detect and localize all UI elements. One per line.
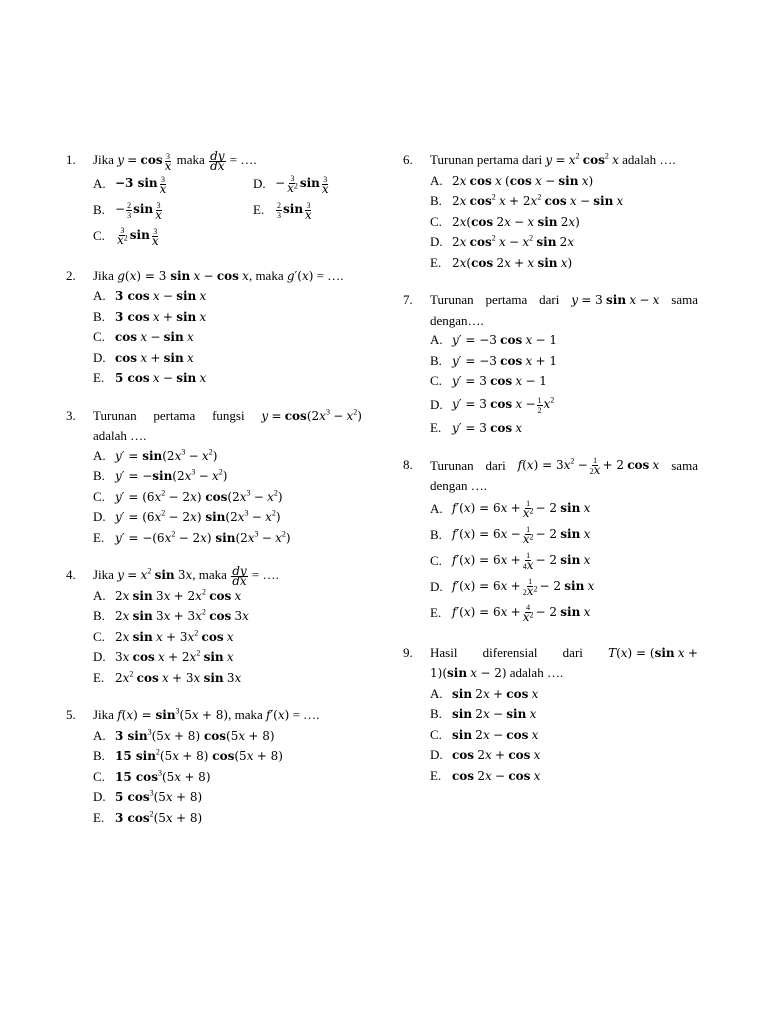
- option-d[interactable]: D. f′(x) = 6x + $\frac{1}{2x^2}$ − 2 sin x: [430, 577, 595, 599]
- option-b[interactable]: B. f′(x) = 6x − $\frac{1}{x^2}$ − 2 sin x: [430, 525, 591, 547]
- question-body: [93, 266, 362, 389]
- option-d[interactable]: D. cos x + sin x: [93, 348, 362, 369]
- stem-word: fungsi: [212, 407, 245, 423]
- question-body: [430, 290, 698, 438]
- option-e[interactable]: E. 3 $\cos^2(5x + 8)$: [93, 808, 362, 829]
- option-d[interactable]: D. − $\frac{3}{x^2}$ sin 3 x: [253, 174, 329, 196]
- question-body: [430, 643, 698, 787]
- math-expr: cos x − sin x: [115, 330, 194, 345]
- option-a[interactable]: A. sin 2x + cos x: [430, 684, 698, 705]
- stem-word: dari: [485, 457, 506, 473]
- math-expr: cos 2x + cos x: [452, 748, 541, 763]
- stem-tail: = ….: [229, 152, 257, 167]
- question-number: 6.: [403, 152, 413, 167]
- option-d[interactable]: D. 5 $\cos^3(5x + 8)$: [93, 787, 362, 808]
- stem-word: Turunan: [430, 292, 474, 307]
- question-stem: [93, 705, 362, 726]
- question-number: 5.: [66, 707, 76, 723]
- math-expr: 3 $\sin^3(5x + 8) \cos(5x + 8)$: [115, 727, 275, 743]
- math-expr: $2x^2$ cos x + 3x sin 3x: [115, 669, 242, 685]
- question-stem: [93, 150, 362, 171]
- stem-line-2: [430, 663, 698, 684]
- stem-tail: adalah ….: [509, 665, 564, 681]
- math-expr: 15 $\sin^2(5x + 8) \cos(5x + 8)$: [115, 747, 283, 764]
- question-body: [430, 150, 698, 273]
- option-e[interactable]: E. $\frac{2}{3}$ sin 3 x: [253, 200, 312, 222]
- math-expr: y = cos 3 x: [117, 151, 172, 173]
- option-e[interactable]: E. y′ = 3 cos x: [430, 418, 698, 439]
- option-c[interactable]: C. y′ = 3 cos x − 1: [430, 371, 698, 392]
- option-c[interactable]: C. 15 $\cos^3(5x + 8)$: [93, 767, 362, 788]
- option-c[interactable]: C. f′(x) = 6x + $\frac{1}{4x}$ − 2 sin x: [430, 551, 591, 573]
- math-expr: f′(x) = 6x + $\frac{1}{x^2}$ − 2 sin x: [452, 499, 591, 521]
- math-expr: y′ = −3 cos x − 1: [452, 333, 558, 347]
- math-expr: cos 2x − cos x: [452, 768, 541, 783]
- math-expr: 2x(cos 2x + x sin x): [452, 255, 573, 270]
- math-expr: 2x $\sin x + 3x^2$ cos x: [115, 628, 234, 644]
- math-expr: sin 2x + cos x: [452, 686, 539, 701]
- stem-text: , maka: [248, 267, 284, 283]
- stem-word: sama: [671, 292, 698, 307]
- question-8: [403, 455, 698, 626]
- option-c[interactable]: C. 2x $\sin x + 3x^2$ cos x: [93, 627, 362, 648]
- question-body: [93, 705, 362, 828]
- math-expr: f′(x) = 6x + $\frac{1}{2x^2}$ − 2 sin x: [452, 577, 595, 599]
- option-a[interactable]: A. y′ = −3 cos x − 1: [430, 330, 698, 351]
- math-expr: 3 cos x − sin x: [115, 289, 207, 304]
- math-expr: $y' = -\sin(2x^3 - x^2)$: [115, 467, 228, 484]
- math-expr: f′(x) = 6x − $\frac{1}{x^2}$ − 2 sin x: [452, 525, 591, 547]
- option-b[interactable]: B. 2x $\cos^2 x + 2x^2$ cos x − sin x: [430, 191, 698, 212]
- question-2: [66, 266, 362, 389]
- question-5: [66, 705, 362, 828]
- math-expr: 15 $\cos^3(5x + 8)$: [115, 768, 211, 784]
- math-expr: sin 2x − cos x: [452, 727, 539, 742]
- stem-word: pertama: [485, 292, 528, 307]
- math-expr: − $\frac{2}{3}$ sin 3 x: [115, 200, 162, 222]
- option-a[interactable]: A. 3 cos x − sin x: [93, 286, 362, 307]
- math-expr: $y = x^2$ sin 3x: [117, 566, 193, 583]
- stem-word: dari: [562, 644, 583, 660]
- question-body: [93, 565, 362, 688]
- option-c[interactable]: C. 2x(cos 2x − x sin 2x): [430, 212, 698, 233]
- math-expr: 3x $\cos x + 2x^2$ sin x: [115, 648, 234, 665]
- stem-word: Hasil: [430, 644, 458, 660]
- question-body: [93, 150, 362, 249]
- question-4: [66, 565, 362, 688]
- math-expr: 5 $\cos^3(5x + 8)$: [115, 788, 203, 805]
- math-expr: $y' = -(6x^2 - 2x) \sin(2x^3 - x^2)$: [115, 529, 291, 545]
- option-e[interactable]: E. 2x(cos 2x + x sin x): [430, 253, 698, 274]
- stem-tail: adalah ….: [93, 428, 147, 444]
- math-expr: $y' = (6x^2 - 2x) \cos(2x^3 - x^2)$: [115, 488, 283, 504]
- option-d[interactable]: D. cos 2x + cos x: [430, 745, 698, 766]
- option-grid: [93, 171, 362, 249]
- option-a[interactable]: A. 2x cos x (cos x − sin x): [430, 171, 698, 192]
- math-expr: $y = \cos(2x^3 - x^2)$: [261, 407, 362, 423]
- stem-tail: = ….: [316, 267, 344, 283]
- stem-text: , maka: [192, 567, 227, 583]
- math-expr: 2x $\cos^2 x + 2x^2$ cos x − sin x: [452, 192, 624, 208]
- math-expr: f′(x): [266, 708, 290, 723]
- option-a[interactable]: A. −3 sin 3 x: [93, 174, 167, 196]
- option-c[interactable]: C. cos x − sin x: [93, 327, 362, 348]
- option-e[interactable]: E. $y' = -(6x^2 - 2x) \sin(2x^3 - x^2)$: [93, 528, 362, 549]
- left-column: [66, 150, 362, 845]
- question-number: 3.: [66, 407, 76, 423]
- stem-tail: dengan ….: [430, 478, 488, 494]
- math-expr: 1)(sin x − 2): [430, 666, 507, 681]
- math-expr: $f(x) = \sin^3(5x + 8)$: [117, 706, 229, 723]
- option-e[interactable]: E. cos 2x − cos x: [430, 766, 698, 787]
- option-a[interactable]: A. $y' = \sin(2x^3 - x^2)$: [93, 446, 362, 467]
- math-expr: g′(x): [286, 268, 314, 283]
- option-e[interactable]: E. 5 cos x − sin x: [93, 368, 362, 389]
- question-6: [403, 150, 698, 273]
- stem-text: , maka: [228, 707, 263, 723]
- option-b[interactable]: B. 3 cos x + sin x: [93, 307, 362, 328]
- math-expr: $y' = \sin(2x^3 - x^2)$: [115, 447, 218, 463]
- stem-word: Turunan: [430, 457, 474, 473]
- math-expr: $y' = (6x^2 - 2x) \sin(2x^3 - x^2)$: [115, 508, 281, 525]
- stem-word: Turunan: [93, 407, 137, 423]
- math-expr: y′ = 3 cos x − $\frac{1}{2}$ $x^2$: [452, 395, 555, 415]
- question-7: [403, 290, 698, 438]
- math-expr: $f(x) = 3x^2$ − $\frac{1}{2x}$ + 2 cos x: [517, 456, 660, 478]
- stem-text: Jika: [93, 267, 114, 283]
- question-body: [430, 455, 698, 626]
- question-stem: [93, 406, 362, 427]
- stem-tail: = ….: [292, 707, 320, 723]
- stem-text: Turunan pertama dari: [430, 152, 543, 167]
- option-b[interactable]: B. 15 $\sin^2(5x + 8) \cos(5x + 8)$: [93, 746, 362, 767]
- option-b[interactable]: B. y′ = −3 cos x + 1: [430, 351, 698, 372]
- math-expr: $y = x^2$ $\cos^2 x$: [545, 151, 619, 167]
- option-b[interactable]: B. $y' = -\sin(2x^3 - x^2)$: [93, 466, 362, 487]
- stem-tail: dengan….: [430, 312, 484, 328]
- math-expr: y′ = −3 cos x + 1: [452, 353, 558, 368]
- math-expr: −3 sin 3 x: [115, 174, 167, 196]
- math-expr: 2x $\sin 3x + 3x^2$ cos 3x: [115, 607, 249, 624]
- math-expr: g(x) = 3 sin x − cos x: [117, 268, 249, 283]
- option-b[interactable]: B. sin 2x − sin x: [430, 704, 698, 725]
- option-a[interactable]: A. 2x $\sin 3x + 2x^2$ cos x: [93, 586, 362, 607]
- option-b[interactable]: B. 2x $\sin 3x + 3x^2$ cos 3x: [93, 606, 362, 627]
- question-stem: [93, 266, 362, 287]
- option-c[interactable]: C. sin 2x − cos x: [430, 725, 698, 746]
- math-expr: 2x $\sin 3x + 2x^2$ cos x: [115, 587, 242, 603]
- stem-word: pertama: [153, 407, 196, 423]
- math-expr: 3 cos x + sin x: [115, 309, 207, 324]
- stem-tail: adalah ….: [622, 152, 676, 167]
- question-stem: [430, 290, 698, 311]
- option-e[interactable]: E. f′(x) = 6x + $\frac{4}{x^2}$ − 2 sin x: [430, 603, 591, 625]
- question-stem: [430, 643, 698, 664]
- option-b[interactable]: B. − $\frac{2}{3}$ sin 3 x: [93, 200, 162, 222]
- question-number: 8.: [403, 457, 413, 472]
- math-expr: $\frac{3}{x^2}$ sin 3 x: [117, 226, 159, 248]
- math-expr: $\frac{dy}{dx}$: [232, 563, 247, 588]
- option-e[interactable]: E. $2x^2$ cos x + 3x sin 3x: [93, 668, 362, 689]
- question-1: [66, 150, 362, 249]
- math-expr: f′(x) = 6x + $\frac{1}{4x}$ − 2 sin x: [452, 551, 591, 573]
- math-expr: $\frac{2}{3}$ sin 3 x: [277, 200, 312, 222]
- question-number: 2.: [66, 267, 76, 283]
- question-number: 9.: [403, 644, 413, 660]
- math-expr: 3 $\cos^2(5x + 8)$: [115, 809, 203, 825]
- question-number: 1.: [66, 152, 76, 167]
- question-stem: [93, 565, 362, 586]
- math-expr: f′(x) = 6x + $\frac{4}{x^2}$ − 2 sin x: [452, 603, 591, 625]
- math-expr: y′ = 3 cos x: [452, 420, 523, 435]
- option-d[interactable]: D. y′ = 3 cos x − $\frac{1}{2}$ $x^2$: [430, 395, 555, 415]
- stem-text: Jika: [93, 707, 114, 723]
- math-expr: 2x $\cos^2 x - x^2$ sin 2x: [452, 233, 575, 249]
- math-expr: $\frac{dy}{dx}$: [210, 148, 225, 173]
- math-expr: T(x) = (sin x +: [608, 645, 698, 660]
- stem-word: sama: [671, 457, 698, 473]
- stem-word: diferensial: [482, 644, 538, 660]
- stem-text: maka: [176, 152, 205, 167]
- math-expr: y = 3 sin x − x: [571, 293, 660, 307]
- option-c[interactable]: C. $\frac{3}{x^2}$ sin 3 x: [93, 226, 159, 248]
- option-c[interactable]: C. $y' = (6x^2 - 2x) \cos(2x^3 - x^2)$: [93, 487, 362, 508]
- stem-tail: = ….: [251, 567, 279, 583]
- math-expr: 2x(cos 2x − x sin 2x): [452, 214, 580, 229]
- stem-text: Jika: [93, 567, 114, 583]
- question-stem: [430, 455, 698, 476]
- math-expr: cos x + sin x: [115, 350, 194, 365]
- question-3: [66, 406, 362, 549]
- option-d[interactable]: D. 3x $\cos x + 2x^2$ sin x: [93, 647, 362, 668]
- question-body: [93, 406, 362, 549]
- stem-word: dari: [539, 292, 560, 307]
- question-stem: [430, 150, 698, 171]
- math-expr: sin 2x − sin x: [452, 707, 537, 722]
- math-expr: − $\frac{3}{x^2}$ sin 3 x: [275, 174, 329, 196]
- math-expr: 2x cos x (cos x − sin x): [452, 173, 594, 188]
- math-expr: y′ = 3 cos x − 1: [452, 374, 547, 388]
- option-d[interactable]: D. $y' = (6x^2 - 2x) \sin(2x^3 - x^2)$: [93, 507, 362, 528]
- question-9: [403, 643, 698, 787]
- question-number: 7.: [403, 292, 413, 307]
- math-expr: 5 cos x − sin x: [115, 371, 207, 386]
- right-column: [403, 150, 698, 803]
- question-number: 4.: [66, 567, 76, 583]
- option-a[interactable]: A. 3 $\sin^3(5x + 8) \cos(5x + 8)$: [93, 726, 362, 747]
- stem-text: Jika: [93, 152, 114, 167]
- option-d[interactable]: D. 2x $\cos^2 x - x^2$ sin 2x: [430, 232, 698, 253]
- option-a[interactable]: A. f′(x) = 6x + $\frac{1}{x^2}$ − 2 sin x: [430, 499, 591, 521]
